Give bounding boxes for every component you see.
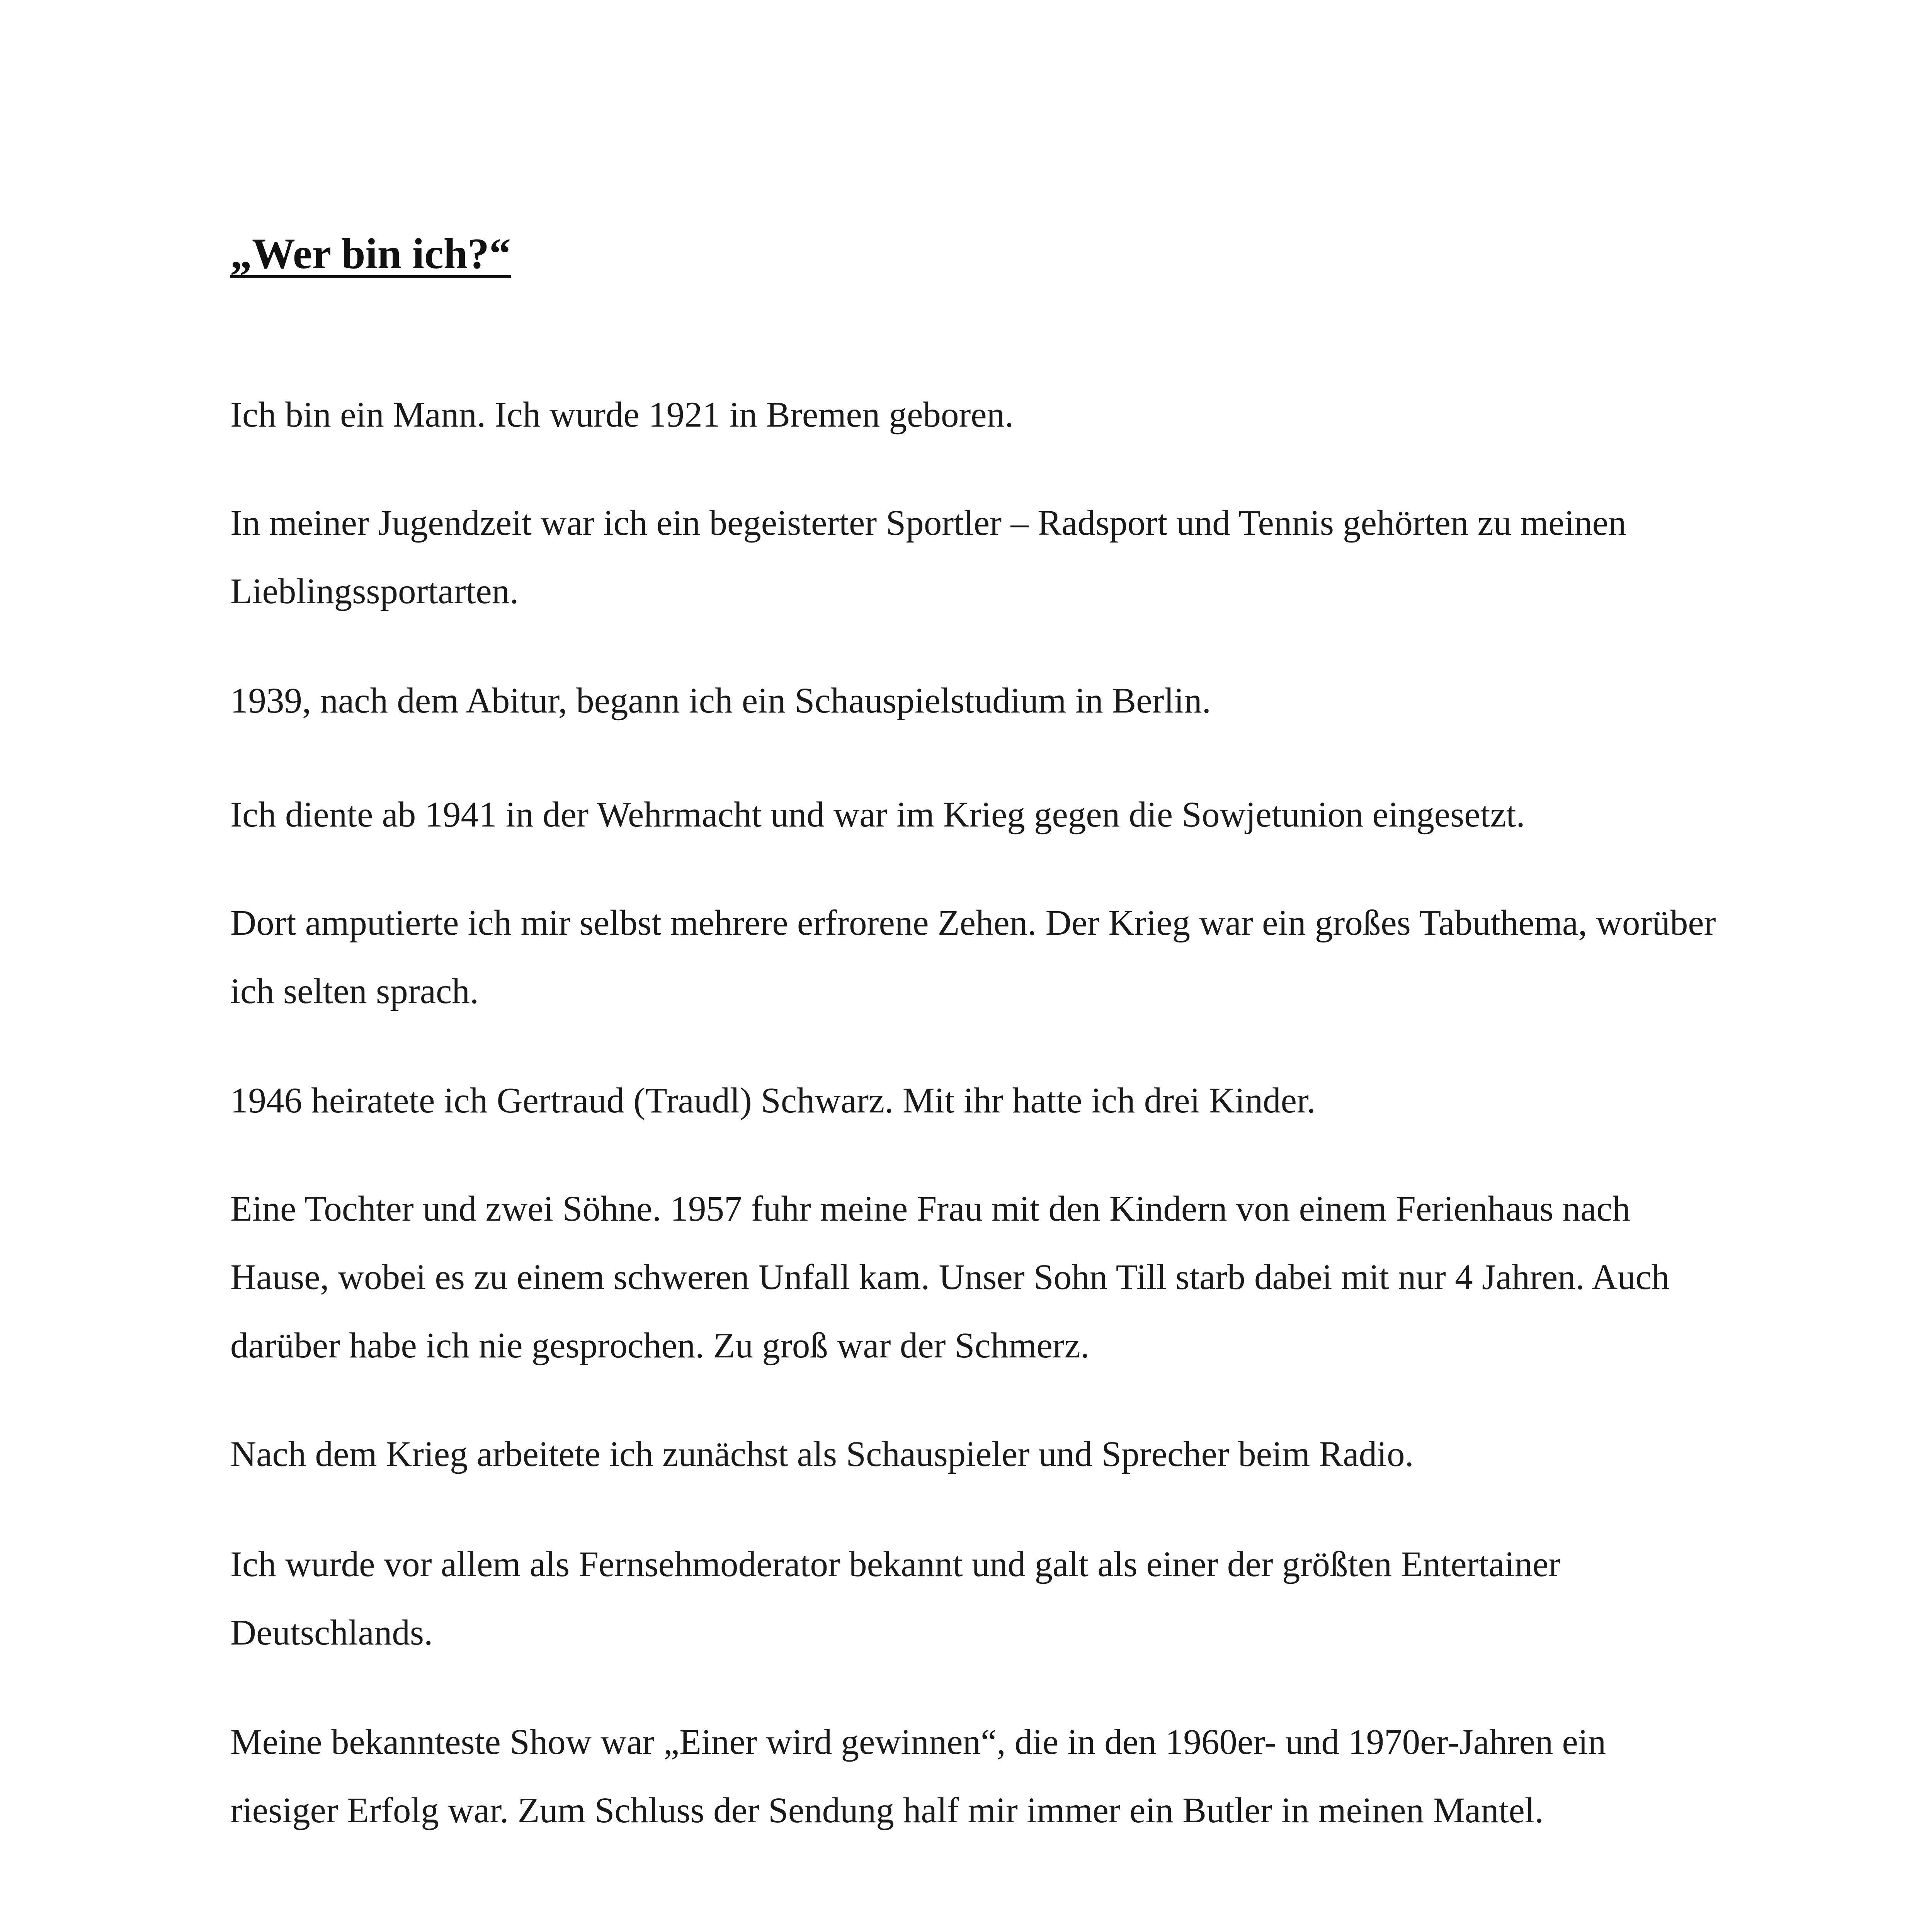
paragraph-tv: Ich wurde vor allem als Fernsehmoderator bekannt und galt als einer der größten Entertainer Deutschlands. [230, 1544, 1561, 1653]
paragraph-show: Meine bekannteste Show war „Einer wird gewinnen“, die in den 1960er- und 1970er-Jahren ein riesiger Erfolg war. Zum Schluss der Sendung half mir immer ein Butler in meinen Mantel. [230, 1722, 1606, 1830]
paragraph-war: Dort amputierte ich mir selbst mehrere erfrorene Zehen. Der Krieg war ein großes Tabuthema, worüber ich selten sprach. [230, 903, 1716, 1011]
paragraph-youth: In meiner Jugendzeit war ich ein begeisterter Sportler – Radsport und Tennis gehörten zu meinen Lieblingssportarten. [230, 503, 1626, 611]
paragraph-children: Eine Tochter und zwei Söhne. 1957 fuhr meine Frau mit den Kindern von einem Ferienhaus nach Hause, wobei es zu einem schweren Unfall kam. Unser Sohn Till starb dabei mit nur 4 Jahren. Auch darüber habe ich nie gesprochen. Zu groß war der Schmerz. [230, 1189, 1670, 1366]
paragraph-birth: Ich bin ein Mann. Ich wurde 1921 in Bremen geboren. [230, 395, 1014, 435]
paragraph-radio: Nach dem Krieg arbeitete ich zunächst als Schauspieler und Sprecher beim Radio. [230, 1434, 1414, 1474]
paragraph-marriage: 1946 heiratete ich Gertraud (Traudl) Schwarz. Mit ihr hatte ich drei Kinder. [230, 1081, 1316, 1121]
page-title: „Wer bin ich?“ [230, 230, 511, 278]
paragraph-military: Ich diente ab 1941 in der Wehrmacht und war im Krieg gegen die Sowjetunion eingesetzt. [230, 795, 1525, 835]
paragraph-study: 1939, nach dem Abitur, begann ich ein Schauspielstudium in Berlin. [230, 681, 1211, 721]
